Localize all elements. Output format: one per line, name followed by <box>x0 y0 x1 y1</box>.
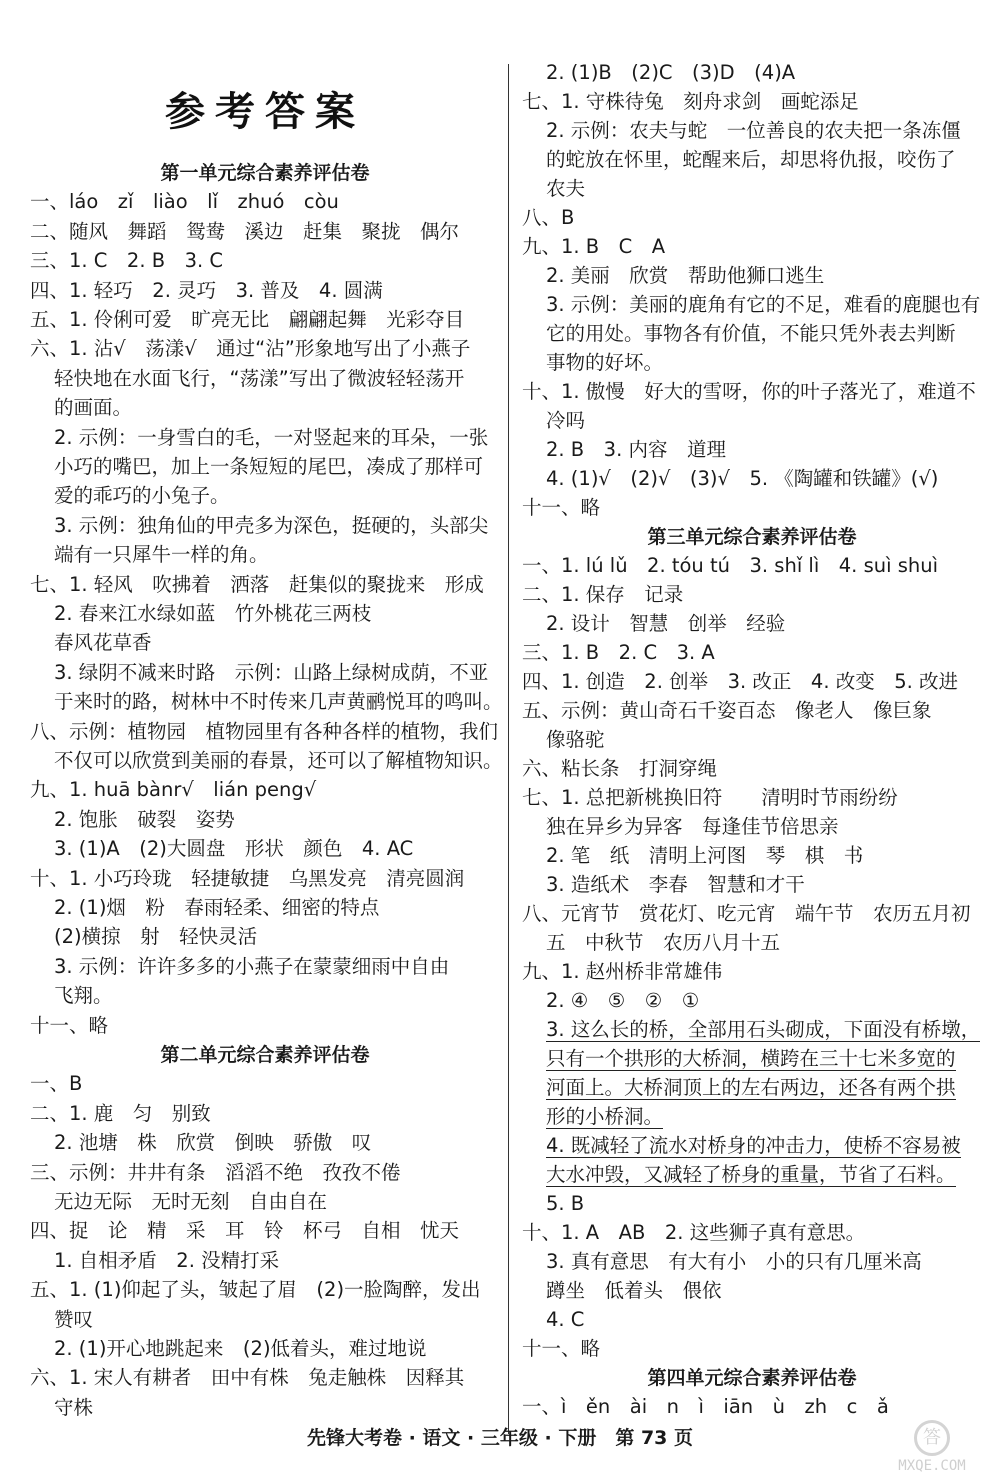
answer-text: 三、1. C 2. B 3. C <box>30 249 224 273</box>
answer-text: 七、1. 守株待兔 刻舟求剑 画蛇添足 <box>522 90 859 113</box>
answer-line <box>522 930 780 956</box>
section-heading <box>30 1042 500 1068</box>
answer-line <box>30 483 230 509</box>
answer-line <box>522 1162 956 1188</box>
answer-line <box>30 1307 93 1333</box>
answer-line <box>522 1394 889 1420</box>
answer-text: 十一、略 <box>522 496 601 519</box>
answer-line <box>522 1220 865 1246</box>
answer-line <box>522 1075 956 1101</box>
answer-text: 第三单元综合素养评估卷 <box>647 526 857 548</box>
answer-text: 农夫 <box>546 177 586 200</box>
answer-text: 五、1. (1)仰起了头，皱起了眉 (2)一脸陶醉，发出 <box>30 1278 481 1302</box>
answer-line <box>30 689 503 715</box>
answer-line <box>522 611 785 637</box>
answer-text: 端有一只犀牛一样的角。 <box>54 543 269 567</box>
answer-line <box>30 1160 401 1186</box>
answer-text: 九、1. B C A <box>522 235 666 258</box>
answer-text: 2. 示例：农夫与蛇 一位善良的农夫把一条冻僵 <box>546 119 961 142</box>
answer-line <box>30 719 498 745</box>
answer-text: 七、1. 总把新桃换旧符 清明时节雨纷纷 <box>522 786 898 809</box>
answer-line <box>30 954 449 980</box>
answer-text: 2. 示例：一身雪白的毛，一对竖起来的耳朵，一张 <box>54 425 489 449</box>
answer-line <box>30 542 269 568</box>
answer-line <box>30 983 113 1009</box>
answer-text: (2)横掠 射 轻快灵活 <box>54 925 258 949</box>
answer-text: 二、1. 保存 记录 <box>522 583 684 606</box>
answer-line <box>522 669 958 695</box>
answer-line <box>30 307 464 333</box>
answer-text: 像骆驼 <box>546 728 605 751</box>
answer-text: 二、随风 舞蹈 鸳鸯 溪边 赶集 聚拢 偶尔 <box>30 219 460 243</box>
answer-text: 它的用处。事物各有价值，不能只凭外表去判断 <box>546 322 956 345</box>
section-heading <box>522 1365 982 1391</box>
answer-text: 四、1. 轻巧 2. 灵巧 3. 普及 4. 圆满 <box>30 278 383 302</box>
answer-line <box>30 572 484 598</box>
answer-text: 2. 美丽 欣赏 帮助他狮口逃生 <box>546 264 825 287</box>
answer-line <box>522 959 722 985</box>
answer-line <box>30 513 488 539</box>
answer-line <box>30 1130 371 1156</box>
section-heading <box>30 160 500 186</box>
answer-text: 2. (1)烟 粉 春雨轻柔、细密的特点 <box>54 896 380 919</box>
answer-line <box>30 454 483 480</box>
watermark-text: MXQE.COM <box>898 1458 966 1474</box>
answer-text: 九、1. huā bànr√ lián peng√ <box>30 778 317 802</box>
answer-text: 二、1. 鹿 匀 别致 <box>30 1101 211 1125</box>
answer-line <box>30 1336 427 1362</box>
answer-line <box>30 425 488 451</box>
answer-line <box>522 640 715 666</box>
answer-line <box>522 843 863 869</box>
answer-text: 八、B <box>522 206 575 229</box>
answer-text: 4. (1)√ (2)√ (3)√ 5. 《陶罐和铁罐》(√) <box>546 467 939 490</box>
answer-text: 于来时的路，树林中不时传来几声黄鹂悦耳的鸣叫。 <box>54 690 503 714</box>
answer-line <box>30 1365 464 1391</box>
answer-line <box>30 630 152 656</box>
answer-text: 冷吗 <box>546 409 586 432</box>
answer-line <box>30 1395 93 1421</box>
answer-line <box>522 1307 584 1333</box>
answer-line <box>522 1046 956 1072</box>
answer-text: 春风花草香 <box>54 631 152 655</box>
answer-line <box>522 1336 600 1362</box>
column-divider <box>508 64 509 1434</box>
answer-text: 不仅可以欣赏到美丽的春景，还可以了解植物知识。 <box>54 749 503 772</box>
answer-text: 八、示例：植物园 植物园里有各种各样的植物，我们 <box>30 719 499 743</box>
answer-text: 只有一个拱形的大桥洞，横跨在三十七米多宽的 <box>546 1047 956 1070</box>
answer-text: 一、1. lú lǔ 2. tóu tú 3. shǐ lì 4. suì shuì <box>522 554 939 577</box>
answer-line <box>30 866 464 892</box>
answer-text: 五 中秋节 农历八月十五 <box>546 931 781 954</box>
answer-line <box>522 582 683 608</box>
section-heading <box>522 524 982 550</box>
answer-text: 十一、略 <box>30 1013 109 1037</box>
answer-text: 赞叹 <box>54 1307 94 1331</box>
answer-text: 2. 设计 智慧 创举 经验 <box>546 612 786 635</box>
answer-text: 七、1. 轻风 吹拂着 洒落 赶集似的聚拢来 形成 <box>30 572 484 596</box>
answer-text: 四、捉 论 精 采 耳 铃 杯弓 自相 忧天 <box>30 1219 460 1243</box>
answer-text: 轻快地在水面飞行，“荡漾”写出了微波轻轻荡开 <box>54 366 465 390</box>
answer-line <box>522 263 824 289</box>
answer-text: 3. 真有意思 有大有小 小的只有几厘米高 <box>546 1250 922 1273</box>
answer-text: 大水冲毁，又减轻了桥身的重量，节省了石料。 <box>546 1163 956 1186</box>
answer-text: 小巧的嘴巴，加上一条短短的尾巴，凑成了那样可 <box>54 455 484 478</box>
answer-line <box>30 748 503 774</box>
answer-line <box>30 219 459 245</box>
answer-line <box>30 1218 459 1244</box>
answer-text: 一、láo zǐ liào lǐ zhuó còu <box>30 190 339 214</box>
answer-text: 独在异乡为异客 每逢佳节倍思亲 <box>546 815 839 838</box>
answer-line <box>30 1248 279 1274</box>
answer-line <box>522 118 961 144</box>
answer-text: 第一单元综合素养评估卷 <box>160 162 370 184</box>
answer-text: 2. 笔 纸 清明上河图 琴 棋 书 <box>546 844 864 867</box>
answer-text: 事物的好坏。 <box>546 351 664 374</box>
answer-text: 3. (1)A (2)大圆盘 形状 颜色 4. AC <box>54 837 414 861</box>
answer-line <box>522 321 956 347</box>
answer-line <box>522 408 585 434</box>
answer-text: 2. (1)开心地跳起来 (2)低着头，难过地说 <box>54 1337 427 1360</box>
answer-text: 四、1. 创造 2. 创举 3. 改正 4. 改变 5. 改进 <box>522 670 959 693</box>
answer-text: 2. 饱胀 破裂 姿势 <box>54 807 235 831</box>
answer-line <box>522 1278 722 1304</box>
answer-line <box>30 836 413 862</box>
answer-text: 三、1. B 2. C 3. A <box>522 641 715 664</box>
answer-line <box>522 495 600 521</box>
answer-line <box>30 924 257 950</box>
answer-line <box>522 814 839 840</box>
answer-line <box>30 1013 108 1039</box>
answer-line <box>522 234 665 260</box>
page-footer: 先锋大考卷 · 语文 · 三年级 · 下册 第 73 页 <box>306 1427 693 1449</box>
answer-line <box>522 466 938 492</box>
answer-text: 十、1. A AB 2. 这些狮子真有意思。 <box>522 1221 866 1244</box>
answer-text: 5. B <box>546 1192 585 1215</box>
answer-line <box>30 1277 481 1303</box>
answer-line <box>30 1189 327 1215</box>
answer-line <box>522 60 795 86</box>
answer-line <box>30 660 488 686</box>
answer-line <box>30 601 371 627</box>
watermark-logo-icon: 答 <box>914 1420 950 1456</box>
answer-line <box>522 292 980 318</box>
answer-text: 2. B 3. 内容 道理 <box>546 438 726 461</box>
answer-line <box>30 895 379 921</box>
answer-text: 十一、略 <box>522 1337 601 1360</box>
answer-text: 形的小桥洞。 <box>546 1105 664 1128</box>
answer-text: 八、元宵节 赏花灯、吃元宵 端午节 农历五月初 <box>522 902 971 925</box>
answer-text: 守株 <box>54 1395 94 1419</box>
answer-line <box>522 698 932 724</box>
answer-line <box>30 189 339 215</box>
answer-line <box>522 988 699 1014</box>
answer-text: 2. 池塘 株 欣赏 倒映 骄傲 叹 <box>54 1131 372 1155</box>
answer-text: 六、1. 宋人有耕者 田中有株 兔走触株 因释其 <box>30 1366 465 1390</box>
answer-line <box>30 1071 82 1097</box>
answer-line <box>522 205 574 231</box>
answer-text: 1. 自相矛盾 2. 没精打采 <box>54 1248 280 1272</box>
answer-text: 九、1. 赵州桥非常雄伟 <box>522 960 723 983</box>
answer-line <box>30 777 316 803</box>
answer-text: 第二单元综合素养评估卷 <box>160 1044 370 1066</box>
answer-line <box>522 901 971 927</box>
answer-text: 爱的乖巧的小兔子。 <box>54 484 230 508</box>
answer-line <box>522 872 805 898</box>
answer-line <box>522 147 956 173</box>
answer-text: 第四单元综合素养评估卷 <box>647 1367 857 1389</box>
answer-line <box>30 336 470 362</box>
answer-line <box>522 727 605 753</box>
answer-text: 六、1. 沾√ 荡漾√ 通过“沾”形象地写出了小燕子 <box>30 337 471 361</box>
answer-text: 的画面。 <box>54 396 133 420</box>
answer-line <box>522 89 859 115</box>
answer-text: 3. 示例：美丽的鹿角有它的不足，难看的鹿腿也有 <box>546 293 981 316</box>
answer-text: 3. 示例：独角仙的甲壳多为深色，挺硬的，头部尖 <box>54 513 489 537</box>
page-title: 参考答案 <box>165 88 365 135</box>
answer-line <box>30 248 223 274</box>
answer-text: 的蛇放在怀里，蛇醒来后，却思将仇报，咬伤了 <box>546 148 956 171</box>
answer-line <box>522 379 976 405</box>
answer-line <box>30 366 464 392</box>
answer-text: 飞翔。 <box>54 984 113 1008</box>
answer-line <box>30 1101 211 1127</box>
answer-text: 五、1. 伶俐可爱 旷亮无比 翩翩起舞 光彩夺目 <box>30 308 465 331</box>
answer-line <box>522 1133 961 1159</box>
answer-text: 五、示例：黄山奇石千姿百态 像老人 像巨象 <box>522 699 932 722</box>
answer-text: 河面上。大桥洞顶上的左右两边，还各有两个拱 <box>546 1076 956 1099</box>
answer-text: 4. 既减轻了流水对桥身的冲击力，使桥不容易被 <box>546 1134 961 1157</box>
answer-line <box>30 395 132 421</box>
answer-text: 2. 春来江水绿如蓝 竹外桃花三两枝 <box>54 602 372 625</box>
watermark <box>878 1420 986 1472</box>
answer-text: 六、粘长条 打洞穿绳 <box>522 757 718 780</box>
answer-line <box>522 437 726 463</box>
answer-text: 蹲坐 低着头 偎依 <box>546 1279 722 1302</box>
answer-line <box>522 756 717 782</box>
answer-text: 十、1. 傲慢 好大的雪呀，你的叶子落光了，难道不 <box>522 380 976 403</box>
answer-line <box>522 1104 663 1130</box>
answer-text: 2. (1)B (2)C (3)D (4)A <box>546 61 796 84</box>
answer-line <box>522 785 898 811</box>
answer-text: 3. 造纸术 李春 智慧和才干 <box>546 873 805 896</box>
answer-text: 十、1. 小巧玲珑 轻捷敏捷 乌黑发亮 清亮圆润 <box>30 866 465 890</box>
answer-line <box>522 553 938 579</box>
answer-text: 无边无际 无时无刻 自由自在 <box>54 1190 328 1213</box>
answer-line <box>522 1017 980 1043</box>
answer-text: 4. C <box>546 1308 585 1331</box>
answer-text: 3. 示例：许许多多的小燕子在蒙蒙细雨中自由 <box>54 954 450 978</box>
answer-line <box>522 1249 922 1275</box>
answer-line <box>522 1191 584 1217</box>
answer-text: 三、示例：井井有条 滔滔不绝 孜孜不倦 <box>30 1160 401 1184</box>
answer-line <box>30 807 235 833</box>
answer-text: 一、ì ěn ài n ì iān ù zh c ǎ <box>522 1395 889 1418</box>
answer-text: 3. 这么长的桥，全部用石头砌成，下面没有桥墩， <box>546 1018 981 1041</box>
answer-text: 一、B <box>30 1072 83 1096</box>
answer-text: 2. ④ ⑤ ② ① <box>546 989 700 1012</box>
answer-line <box>522 350 663 376</box>
answer-line <box>30 278 383 304</box>
answer-text: 3. 绿阴不减来时路 示例：山路上绿树成荫，不亚 <box>54 660 489 684</box>
answer-line <box>522 176 585 202</box>
